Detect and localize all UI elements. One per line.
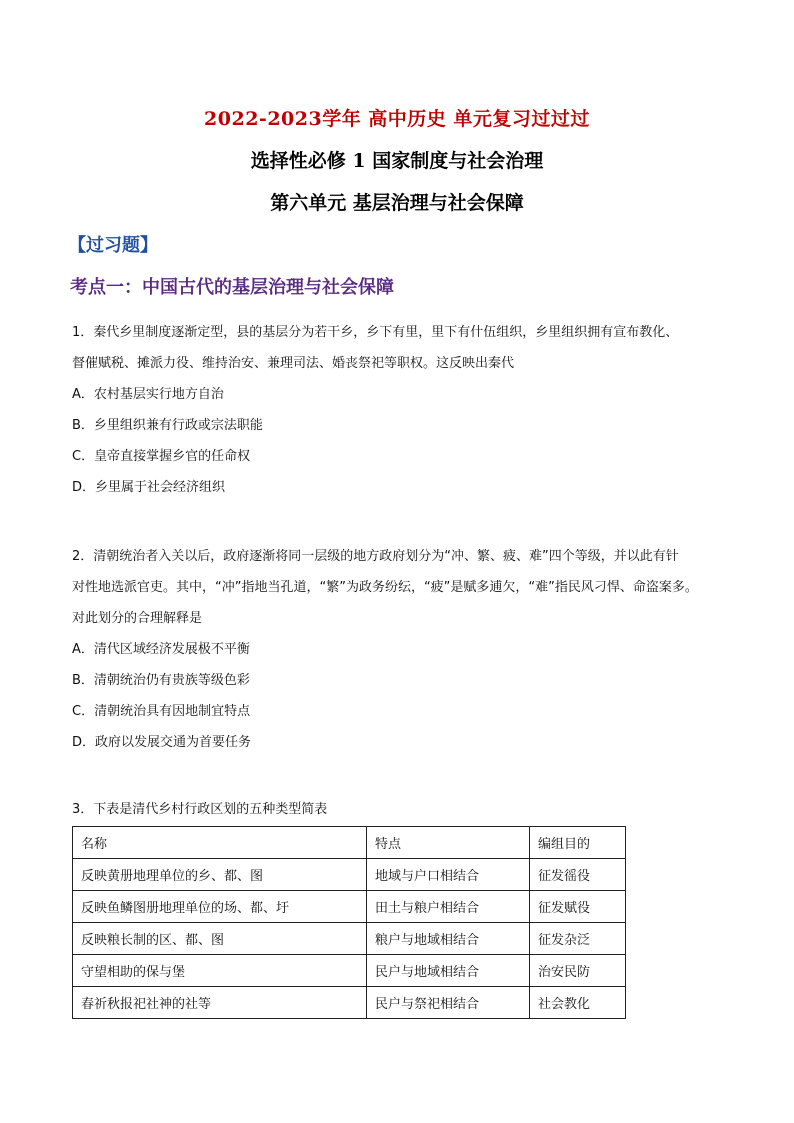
- document-title: 2022-2023学年 高中历史 单元复习过过过: [204, 108, 590, 130]
- table-cell: 地域与户口相结合: [367, 859, 530, 891]
- unit-title: 第六单元 基层治理与社会保障: [270, 192, 524, 214]
- table-cell: 田土与粮户相结合: [367, 891, 530, 923]
- table-cell: 反映粮长制的区、都、图: [73, 923, 367, 955]
- section-tag: 【过习题】: [68, 235, 158, 256]
- question-1: [72, 317, 732, 503]
- option-d: D．乡里属于社会经济组织: [72, 480, 226, 495]
- document-subtitle: 选择性必修 1 国家制度与社会治理: [250, 150, 544, 172]
- district-types-table: [72, 826, 626, 1019]
- table-cell: 春祈秋报祀社神的社等: [73, 987, 367, 1019]
- question-stem: 督催赋税、摊派力役、维持治安、兼理司法、婚丧祭祀等职权。这反映出秦代: [72, 356, 515, 371]
- option-c: C．清朝统治具有因地制宜特点: [72, 704, 251, 719]
- table-cell: 反映鱼鳞图册地理单位的场、都、圩: [73, 891, 367, 923]
- table-row: [73, 955, 626, 987]
- table-cell: 征发杂泛: [530, 923, 626, 955]
- table-cell: 守望相助的保与堡: [73, 955, 367, 987]
- option-a: A．清代区域经济发展极不平衡: [72, 642, 250, 657]
- table-cell: 社会教化: [530, 987, 626, 1019]
- question-stem: 对性地选派官吏。其中，“冲”指地当孔道，“繁”为政务纷纭，“疲”是赋多逋欠，“难”指民风刁悍、命盗案多。: [72, 580, 698, 595]
- question-stem: 2．清朝统治者入关以后，政府逐渐将同一层级的地方政府划分为“冲、繁、疲、难”四个等级，并以此有针: [72, 549, 679, 564]
- option-b: B．乡里组织兼有行政或宗法职能: [72, 418, 263, 433]
- option-b: B．清朝统治仍有贵族等级色彩: [72, 673, 250, 688]
- table-row: [73, 923, 626, 955]
- table-cell: 反映黄册地理单位的乡、都、图: [73, 859, 367, 891]
- table-cell: 征发赋役: [530, 891, 626, 923]
- table-cell: 民户与祭祀相结合: [367, 987, 530, 1019]
- table-cell: 征发徭役: [530, 859, 626, 891]
- table-row: [73, 891, 626, 923]
- table-row: [73, 987, 626, 1019]
- section-title: 考点一：中国古代的基层治理与社会保障: [70, 277, 394, 298]
- table-cell: 治安民防: [530, 955, 626, 987]
- table-cell: 民户与地域相结合: [367, 955, 530, 987]
- table-header-row: [73, 827, 626, 859]
- question-stem: 1．秦代乡里制度逐渐定型，县的基层分为若干乡，乡下有里，里下有什伍组织，乡里组织拥有宣布教化、: [72, 325, 679, 340]
- table-cell: 粮户与地域相结合: [367, 923, 530, 955]
- table-header-cell: 编组目的: [530, 827, 626, 859]
- option-c: C．皇帝直接掌握乡官的任命权: [72, 449, 251, 464]
- question-3: [72, 794, 732, 825]
- question-stem: 3．下表是清代乡村行政区划的五种类型简表: [72, 802, 328, 817]
- option-d: D．政府以发展交通为首要任务: [72, 735, 252, 750]
- table-header-cell: 名称: [73, 827, 367, 859]
- table-row: [73, 859, 626, 891]
- question-stem: 对此划分的合理解释是: [72, 611, 203, 626]
- option-a: A．农村基层实行地方自治: [72, 387, 224, 402]
- question-2: [72, 541, 732, 758]
- table-header-cell: 特点: [367, 827, 530, 859]
